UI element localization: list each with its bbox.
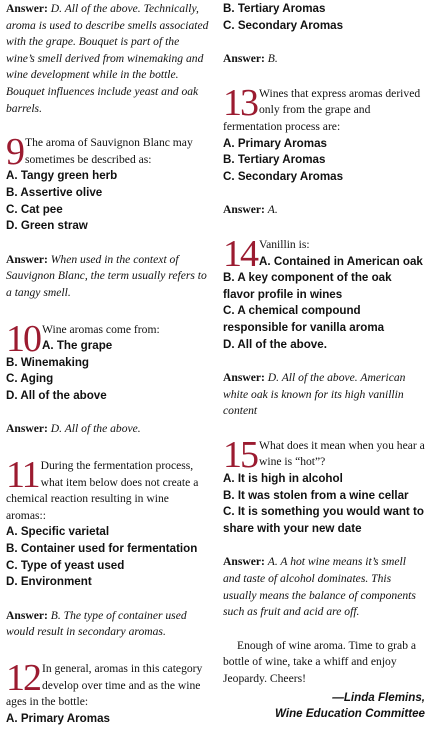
question-text: The aroma of Sauvignon Blanc may sometimes be described as: xyxy=(25,136,193,166)
question-text: What does it mean when you hear a wine is “hot”? xyxy=(259,438,425,469)
left-column xyxy=(6,0,210,727)
answer-14: Answer: D. All of the above. American white oak is known for its high vanillin content xyxy=(223,371,406,418)
question-10 xyxy=(6,317,210,360)
option: B. Assertive olive xyxy=(6,185,103,199)
option: C. Secondary Aromas xyxy=(223,18,344,32)
question-number: 9 xyxy=(6,131,23,174)
option: B. Tertiary Aromas xyxy=(223,2,326,15)
question-11 xyxy=(6,454,210,524)
answer-11: Answer: B. The type of container used would result in secondary aromas. xyxy=(6,608,187,639)
option: B. Winemaking xyxy=(6,355,89,369)
question-number: 14 xyxy=(223,232,257,275)
question-15 xyxy=(223,433,425,476)
options-14 xyxy=(223,270,425,353)
options-10 xyxy=(6,355,210,405)
answer-12: Answer: B. xyxy=(223,52,278,66)
right-column xyxy=(223,0,425,722)
answer-8: Answer: D. All of the above. Technically, aroma is used to describe smells associated with the grape. Bouquet is part of the wine’s smell derived from winemaking and wine development while in the bottle. Bouquet influences include yeast and oak barrels. xyxy=(6,2,209,115)
question-number: 13 xyxy=(223,81,257,124)
signature-name: —Linda Flemins, xyxy=(332,690,425,704)
option: B. It was stolen from a wine cellar xyxy=(223,488,409,502)
option: D. Green straw xyxy=(6,219,88,233)
option: C. A chemical compound responsible for vanilla aroma xyxy=(223,304,385,334)
options-15 xyxy=(223,471,425,537)
option: C. Aging xyxy=(6,372,54,386)
question-number: 15 xyxy=(223,433,257,476)
option: C. Secondary Aromas xyxy=(223,169,344,183)
closing-paragraph: Enough of wine aroma. Time to grab a bottle of wine, take a whiff and enjoy Jeopardy. Cheers! xyxy=(223,638,417,685)
option: A. Primary Aromas xyxy=(223,136,327,150)
options-12-continued xyxy=(223,1,425,34)
answer-9: Answer: When used in the context of Sauvignon Blanc, the term usually refers to a tangy smell. xyxy=(6,252,207,299)
option: B. Container used for fermentation xyxy=(6,542,198,556)
option: A. Specific varietal xyxy=(6,525,110,539)
option: D. All of the above. xyxy=(223,337,327,351)
question-13 xyxy=(223,81,425,136)
signature-title: Wine Education Committee xyxy=(275,706,425,720)
question-12 xyxy=(6,657,210,711)
option: A. Tangy green herb xyxy=(6,169,118,183)
question-9 xyxy=(6,131,210,174)
question-number: 12 xyxy=(6,657,40,699)
question-number: 10 xyxy=(6,317,40,360)
options-12 xyxy=(6,711,210,728)
option: A. Primary Aromas xyxy=(6,711,110,725)
answer-10: Answer: D. All of the above. xyxy=(6,422,141,436)
options-13 xyxy=(223,136,425,186)
question-text: During the fermentation process, what item below does not create a chemical reaction resulting in wine aromas:: xyxy=(6,459,199,522)
option: D. All of the above xyxy=(6,388,107,402)
options-9 xyxy=(6,168,210,234)
question-text: Vanillin is: xyxy=(259,237,310,251)
option: C. It is something you would want to share with your new date xyxy=(223,505,424,535)
option: D. Environment xyxy=(6,575,92,589)
question-text: In general, aromas in this category develop over time and as the wine ages in the bottle: xyxy=(6,662,203,709)
question-text: Wines that express aromas derived only from the grape and fermentation process are: xyxy=(223,86,421,133)
signature xyxy=(223,690,425,722)
option: C. Cat pee xyxy=(6,202,63,216)
option: B. A key component of the oak flavor profile in wines xyxy=(223,271,392,301)
option: A. It is high in alcohol xyxy=(223,472,343,486)
answer-13: Answer: A. xyxy=(223,203,278,217)
question-number: 11 xyxy=(6,454,39,497)
option: A. The grape xyxy=(42,339,113,353)
question-text: Wine aromas come from: xyxy=(42,322,160,336)
question-14 xyxy=(223,232,425,275)
option: C. Type of yeast used xyxy=(6,558,125,572)
option: A. Contained in American oak xyxy=(259,254,423,268)
answer-15: Answer: A. A hot wine means it’s smell and taste of alcohol dominates. This usually means the balance of components such as fruit and acid are off. xyxy=(223,555,416,619)
options-11 xyxy=(6,524,210,590)
option: B. Tertiary Aromas xyxy=(223,153,326,167)
